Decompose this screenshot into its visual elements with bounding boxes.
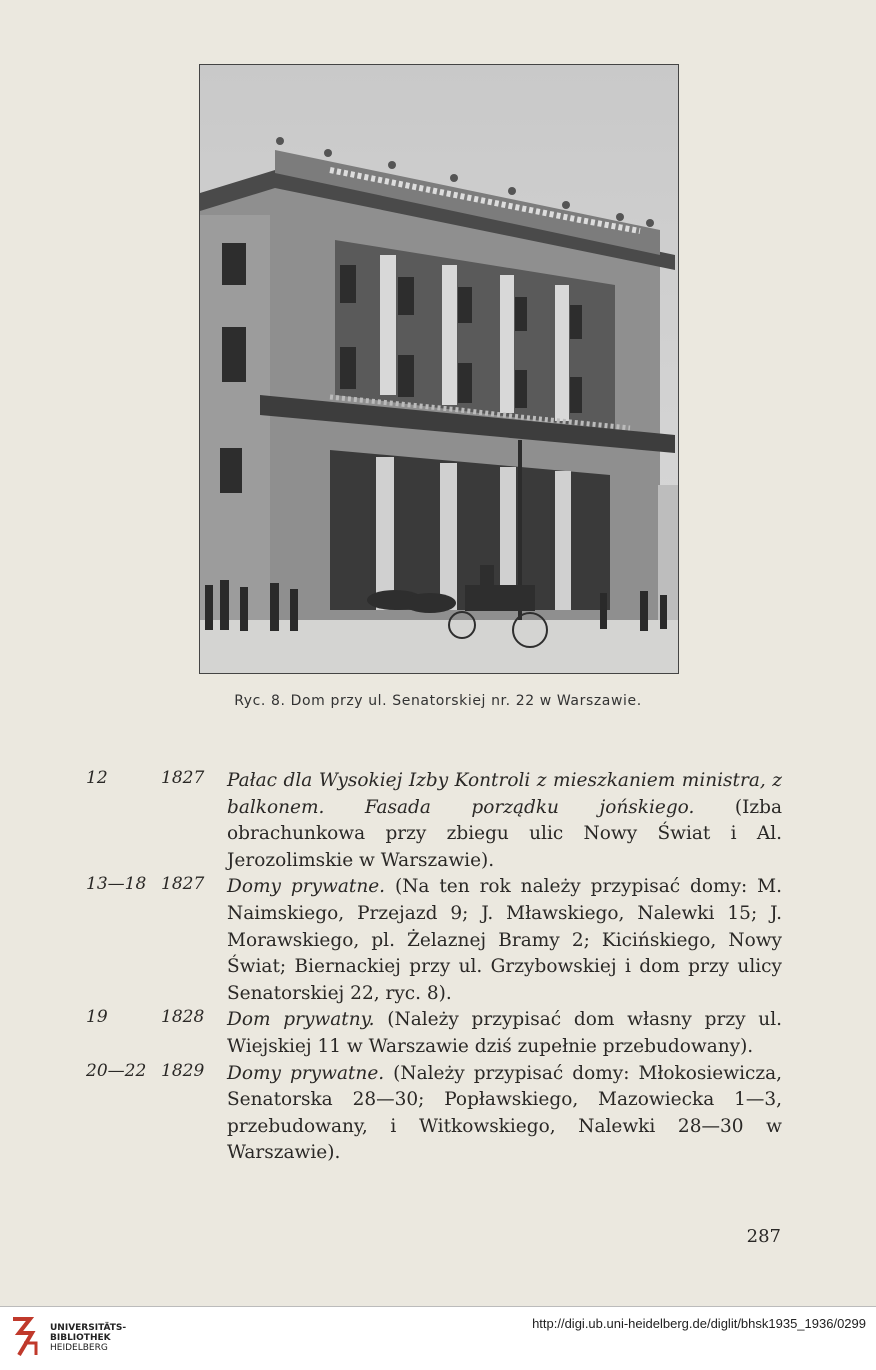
entry-text: [227, 768, 782, 874]
library-footer: [0, 1306, 876, 1370]
entry-title: Domy prywatne.: [227, 876, 386, 898]
entry-text: [227, 1007, 782, 1060]
entry-body: (Na ten rok należy przypisać domy: M. Naimskiego, Przejazd 9; J. Mławskiego, Nalewki 15; J. Morawskiego, pl. Żelaznej Bramy 2; Kicińskiego, Nowy Świat; Biernackiej przy ul. Grzybowskiej i dom przy ulicy Senatorskiej 22, ryc. 8).: [227, 876, 783, 1004]
catalog-entry: [0, 768, 876, 874]
library-name-line: BIBLIOTHEK: [50, 1333, 111, 1343]
building-photograph: [199, 64, 679, 674]
entry-text: [227, 1061, 782, 1167]
entry-year: 1828: [161, 1007, 205, 1028]
entry-title: Pałac dla Wysokiej Izby Kontroli z mieszkaniem ministra, z balkonem. Fasada porządku jońskiego.: [227, 770, 782, 818]
entry-title: Domy prywatne.: [227, 1062, 385, 1084]
catalog-entries: [0, 768, 876, 1167]
catalog-entry: [0, 1007, 876, 1060]
library-name-line: UNIVERSITÄTS-: [50, 1323, 127, 1333]
library-name: [50, 1323, 126, 1353]
source-url-link[interactable]: http://digi.ub.uni-heidelberg.de/diglit/bhsk1935_1936/0299: [532, 1316, 866, 1331]
entry-text: [227, 874, 782, 1007]
entry-body: (Izba obrachunkowa przy zbiegu ulic Nowy Świat i Al. Jerozolimskie w Warszawie).: [227, 796, 782, 871]
page-number: 287: [746, 1226, 781, 1247]
library-name-line: HEIDELBERG: [50, 1343, 108, 1353]
entry-body: (Należy przypisać domy: Młokosiewicza, Senatorska 28—30; Popławskiego, Mazowiecka 1—3, przebudowany, i Witkowskiego, Nalewki 28—30 w Warszawie).: [227, 1062, 783, 1164]
entry-year: 1829: [161, 1060, 205, 1081]
entry-number: 19: [86, 1007, 108, 1028]
figure-caption: Ryc. 8. Dom przy ul. Senatorskiej nr. 22 w Warszawie.: [234, 693, 642, 709]
entry-number: 13—18: [86, 874, 147, 895]
entry-year: 1827: [161, 874, 205, 895]
entry-title: Dom prywatny.: [227, 1009, 375, 1031]
photo-illustration: [200, 65, 678, 673]
entry-number: 12: [86, 768, 108, 788]
entry-number: 20—22: [86, 1060, 147, 1081]
catalog-entry: [0, 1061, 876, 1167]
entry-body: (Należy przypisać dom własny przy ul. Wiejskiej 11 w Warszawie dziś zupełnie przebudowany).: [227, 1009, 782, 1057]
entry-year: 1827: [161, 768, 205, 788]
university-library-logo-icon: [10, 1315, 40, 1359]
catalog-entry: [0, 874, 876, 1007]
